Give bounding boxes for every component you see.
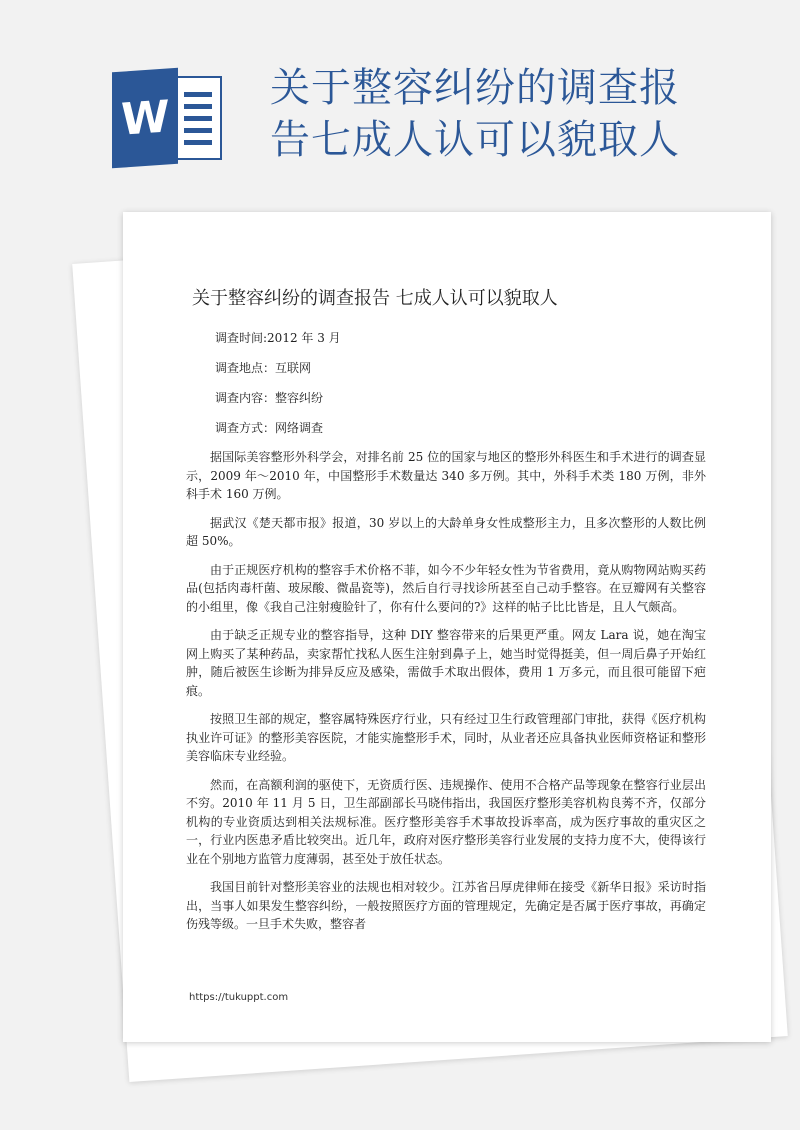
paragraph: 我国目前针对整形美容业的法规也相对较少。江苏省吕厚虎律师在接受《新华日报》采访时指出，当事人如果发生整容纠纷，一般按照医疗方面的管理规定，先确定是否属于医疗事故，再确定伤残等级。一旦手术失败，整容者 — [186, 880, 706, 931]
word-icon — [112, 70, 224, 166]
word-logo-letter: W — [112, 68, 178, 169]
paragraph: 据国际美容整形外科学会，对排名前 25 位的国家与地区的整形外科医生和手术进行的调查显示，2009 年～2010 年，中国整形手术数量达 340 多万例。其中，外科手术类 180 万例，非外科手术 160 万例。 — [186, 450, 706, 501]
document-body — [186, 448, 706, 944]
page-title: 关于整容纠纷的调查报告七成人认可以貌取人 — [270, 65, 680, 163]
paragraph: 由于缺乏正规专业的整容指导，这种 DIY 整容带来的后果更严重。网友 Lara 说，她在淘宝网上购买了某种药品，卖家帮忙找私人医生注射到鼻子上，她当时觉得挺美，但一周后鼻子开始红肿，随后被医生诊断为排异反应及感染，需做手术取出假体，费用 1 万多元，而且很可能留下疤痕。 — [186, 628, 706, 698]
document-title: 关于整容纠纷的调查报告 七成人认可以貌取人 — [192, 288, 558, 309]
survey-meta — [215, 330, 715, 450]
paragraph: 据武汉《楚天都市报》报道，30 岁以上的大龄单身女性成整形主力，且多次整形的人数比例超 50%。 — [186, 515, 706, 548]
meta-survey-time: 调查时间:2012 年 3 月 — [215, 331, 341, 345]
footer-url: https://tukuppt.com — [189, 992, 289, 1003]
meta-survey-method: 调查方式：网络调查 — [215, 421, 324, 435]
paragraph: 然而，在高额利润的驱使下，无资质行医、违规操作、使用不合格产品等现象在整容行业层出不穷。2010 年 11 月 5 日，卫生部副部长马晓伟指出，我国医疗整形美容机构良莠不齐，仅部分机构的专业资质达到相关法规标准。医疗整形美容手术事故投诉率高，成为医疗事故的重灾区之一，行业内医患矛盾比较突出。近几年，政府对医疗整形美容行业发展的支持力度不大，使得该行业在个别地方监管力度薄弱，甚至处于放任状态。 — [186, 777, 706, 866]
document-page — [123, 212, 771, 1042]
meta-survey-content: 调查内容：整容纠纷 — [215, 391, 324, 405]
meta-survey-location: 调查地点：互联网 — [215, 361, 312, 375]
paragraph: 由于正规医疗机构的整容手术价格不菲，如今不少年轻女性为节省费用，竟从购物网站购买药品(包括肉毒杆菌、玻尿酸、微晶瓷等)，然后自行寻找诊所甚至自己动手整容。在豆瓣网有关整容的小组里，像《我自己注射瘦脸针了，你有什么要问的?》这样的帖子比比皆是，且人气颇高。 — [186, 562, 706, 614]
header — [0, 0, 800, 210]
paragraph: 按照卫生部的规定，整容属特殊医疗行业，只有经过卫生行政管理部门审批，获得《医疗机构执业许可证》的整形美容医院，才能实施整形手术，同时，从业者还应具备执业医师资格证和整形美容临床专业经验。 — [186, 712, 706, 763]
